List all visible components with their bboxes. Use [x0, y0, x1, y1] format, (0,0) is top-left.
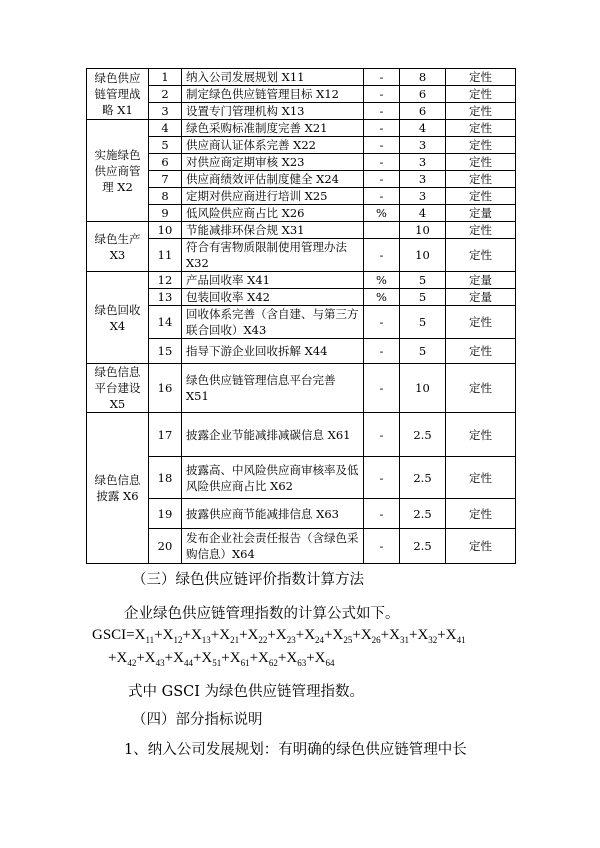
- indicator-name: 披露高、中风险供应商审核率及低风险供应商占比 X62: [182, 457, 364, 499]
- weight-cell: 2.5: [400, 529, 446, 564]
- unit-cell: -: [364, 364, 400, 413]
- row-number: 18: [149, 457, 182, 499]
- type-cell: 定量: [446, 205, 516, 222]
- formula-terms-2: $+X_{42}+X_{43}+X_{44}+X_{51}+X_{61}+X_{62}+X_{63}+X_{64}$: [108, 650, 335, 668]
- formula-line-2: [108, 650, 335, 668]
- row-number: 6: [149, 154, 182, 171]
- indicator-name: 绿色供应链管理信息平台完善 X51: [182, 364, 364, 413]
- formula-term: $X_{62}$: [258, 650, 278, 668]
- category-cell: 实施绿色供应商管理 X2: [87, 120, 149, 222]
- unit-cell: -: [364, 529, 400, 564]
- indicator-name: 披露企业节能减排减碳信息 X61: [182, 413, 364, 457]
- table-row: [87, 154, 516, 171]
- table-row: [87, 457, 516, 499]
- unit-cell: -: [364, 103, 400, 120]
- unit-cell: -: [364, 171, 400, 188]
- table-row: [87, 120, 516, 137]
- weight-cell: 2.5: [400, 499, 446, 529]
- category-cell: 绿色信息平台建设 X5: [87, 364, 149, 413]
- row-number: 13: [149, 289, 182, 306]
- formula-term: $X_{32}$: [417, 627, 438, 645]
- table-row: [87, 289, 516, 306]
- row-number: 1: [149, 69, 182, 86]
- formula-lhs: GSCI=: [92, 627, 135, 643]
- indicator-name: 纳入公司发展规划 X11: [182, 69, 364, 86]
- formula-terms-1: $X_{11}+X_{12}+X_{13}+X_{21}+X_{22}+X_{23}+X_{24}+X_{25}+X_{26}+X_{31}+X_{32}+X_{41}$: [134, 627, 466, 645]
- row-number: 17: [149, 413, 182, 457]
- indicator-name: 制定绿色供应链管理目标 X12: [182, 86, 364, 103]
- row-number: 9: [149, 205, 182, 222]
- type-cell: 定性: [446, 137, 516, 154]
- table-row: [87, 137, 516, 154]
- formula-term: $X_{42}$: [116, 650, 137, 668]
- unit-cell: -: [364, 306, 400, 339]
- indicator-name: 包装回收率 X42: [182, 289, 364, 306]
- row-number: 11: [149, 239, 182, 272]
- indicator-name: 符合有害物质限制使用管理办法 X32: [182, 239, 364, 272]
- unit-cell: %: [364, 272, 400, 289]
- unit-cell: -: [364, 239, 400, 272]
- type-cell: 定性: [446, 529, 516, 564]
- row-number: 5: [149, 137, 182, 154]
- category-cell: 绿色生产 X3: [87, 222, 149, 272]
- weight-cell: 10: [400, 222, 446, 239]
- formula-term: $X_{51}$: [201, 650, 222, 668]
- section-heading-3: （三）绿色供应链评价指数计算方法: [132, 572, 364, 588]
- unit-cell: -: [364, 137, 400, 154]
- weight-cell: 4: [400, 205, 446, 222]
- unit-cell: -: [364, 69, 400, 86]
- type-cell: 定性: [446, 239, 516, 272]
- indicator-name: 产品回收率 X41: [182, 272, 364, 289]
- formula-term: $X_{22}$: [247, 627, 268, 645]
- category-cell: 绿色供应链管理战略 X1: [87, 69, 149, 120]
- type-cell: 定性: [446, 457, 516, 499]
- type-cell: 定性: [446, 69, 516, 86]
- type-cell: 定性: [446, 103, 516, 120]
- type-cell: 定性: [446, 306, 516, 339]
- formula-term: $X_{26}$: [360, 627, 381, 645]
- indicator-table: [86, 68, 516, 564]
- weight-cell: 5: [400, 339, 446, 364]
- unit-cell: -: [364, 188, 400, 205]
- table-row: [87, 272, 516, 289]
- indicator-name: 供应商绩效评估制度健全 X24: [182, 171, 364, 188]
- weight-cell: 6: [400, 86, 446, 103]
- type-cell: 定性: [446, 171, 516, 188]
- indicator-name: 对供应商定期审核 X23: [182, 154, 364, 171]
- weight-cell: 10: [400, 364, 446, 413]
- weight-cell: 5: [400, 289, 446, 306]
- row-number: 8: [149, 188, 182, 205]
- weight-cell: 2.5: [400, 457, 446, 499]
- formula-term: $X_{23}$: [275, 627, 296, 645]
- unit-cell: -: [364, 457, 400, 499]
- weight-cell: 3: [400, 188, 446, 205]
- row-number: 2: [149, 86, 182, 103]
- table-row: [87, 69, 516, 86]
- weight-cell: 3: [400, 171, 446, 188]
- type-cell: 定性: [446, 499, 516, 529]
- row-number: 7: [149, 171, 182, 188]
- weight-cell: 5: [400, 272, 446, 289]
- formula-term: $X_{25}$: [332, 627, 353, 645]
- row-number: 14: [149, 306, 182, 339]
- unit-cell: [364, 222, 400, 239]
- table-row: [87, 171, 516, 188]
- table-row: [87, 222, 516, 239]
- type-cell: 定量: [446, 272, 516, 289]
- unit-cell: -: [364, 413, 400, 457]
- formula-term: $X_{41}$: [445, 627, 466, 645]
- indicator-name: 披露供应商节能减排信息 X63: [182, 499, 364, 529]
- table-row: [87, 205, 516, 222]
- formula-term: $X_{13}$: [190, 627, 211, 645]
- type-cell: 定性: [446, 86, 516, 103]
- weight-cell: 10: [400, 239, 446, 272]
- indicator-name: 低风险供应商占比 X26: [182, 205, 364, 222]
- unit-cell: -: [364, 86, 400, 103]
- category-cell: 绿色信息披露 X6: [87, 413, 149, 564]
- formula-term: $X_{31}$: [389, 627, 409, 645]
- table-row: [87, 188, 516, 205]
- row-number: 3: [149, 103, 182, 120]
- category-cell: 绿色回收 X4: [87, 272, 149, 364]
- formula-term: $X_{12}$: [162, 627, 183, 645]
- row-number: 20: [149, 529, 182, 564]
- formula-term: $X_{44}$: [173, 650, 193, 668]
- type-cell: 定性: [446, 222, 516, 239]
- table-row: [87, 499, 516, 529]
- indicator-name: 节能减排环保合规 X31: [182, 222, 364, 239]
- unit-cell: -: [364, 499, 400, 529]
- weight-cell: 5: [400, 306, 446, 339]
- table-row: [87, 339, 516, 364]
- formula-term: $X_{64}$: [314, 650, 335, 668]
- row-number: 16: [149, 364, 182, 413]
- indicator-name: 指导下游企业回收拆解 X44: [182, 339, 364, 364]
- row-number: 4: [149, 120, 182, 137]
- weight-cell: 6: [400, 103, 446, 120]
- indicator-name: 定期对供应商进行培训 X25: [182, 188, 364, 205]
- indicator-name: 回收体系完善（含自建、与第三方联合回收）X43: [182, 306, 364, 339]
- row-number: 10: [149, 222, 182, 239]
- unit-cell: %: [364, 205, 400, 222]
- table-row: [87, 306, 516, 339]
- type-cell: 定性: [446, 120, 516, 137]
- weight-cell: 3: [400, 154, 446, 171]
- row-number: 12: [149, 272, 182, 289]
- section-heading-4: （四）部分指标说明: [132, 712, 263, 728]
- table-row: [87, 86, 516, 103]
- indicator-name: 发布企业社会责任报告（含绿色采购信息）X64: [182, 529, 364, 564]
- weight-cell: 3: [400, 137, 446, 154]
- indicator-name: 供应商认证体系完善 X22: [182, 137, 364, 154]
- type-cell: 定性: [446, 364, 516, 413]
- type-cell: 定性: [446, 188, 516, 205]
- table-row: [87, 103, 516, 120]
- formula-term: $X_{63}$: [286, 650, 307, 668]
- indicator-note-1: 1、纳入公司发展规划：有明确的绿色供应链管理中长: [124, 742, 467, 758]
- type-cell: 定性: [446, 413, 516, 457]
- weight-cell: 2.5: [400, 413, 446, 457]
- formula-note: 式中 GSCI 为绿色供应链管理指数。: [128, 684, 365, 700]
- indicator-name: 设置专门管理机构 X13: [182, 103, 364, 120]
- formula-line-1: [92, 627, 466, 645]
- table-row: [87, 239, 516, 272]
- table-row: [87, 529, 516, 564]
- weight-cell: 8: [400, 69, 446, 86]
- unit-cell: -: [364, 154, 400, 171]
- formula-term: $X_{43}$: [144, 650, 165, 668]
- indicator-name: 绿色采购标准制度完善 X21: [182, 120, 364, 137]
- unit-cell: %: [364, 289, 400, 306]
- formula-term: $X_{24}$: [304, 627, 325, 645]
- formula-term: $X_{61}$: [229, 650, 250, 668]
- table-row: [87, 413, 516, 457]
- formula-term: $X_{21}$: [219, 627, 240, 645]
- unit-cell: -: [364, 120, 400, 137]
- weight-cell: 4: [400, 120, 446, 137]
- row-number: 19: [149, 499, 182, 529]
- unit-cell: -: [364, 339, 400, 364]
- formula-intro: 企业绿色供应链管理指数的计算公式如下。: [124, 606, 400, 622]
- row-number: 15: [149, 339, 182, 364]
- type-cell: 定性: [446, 154, 516, 171]
- table-row: [87, 364, 516, 413]
- type-cell: 定量: [446, 289, 516, 306]
- type-cell: 定性: [446, 339, 516, 364]
- formula-term: $X_{11}$: [134, 627, 155, 645]
